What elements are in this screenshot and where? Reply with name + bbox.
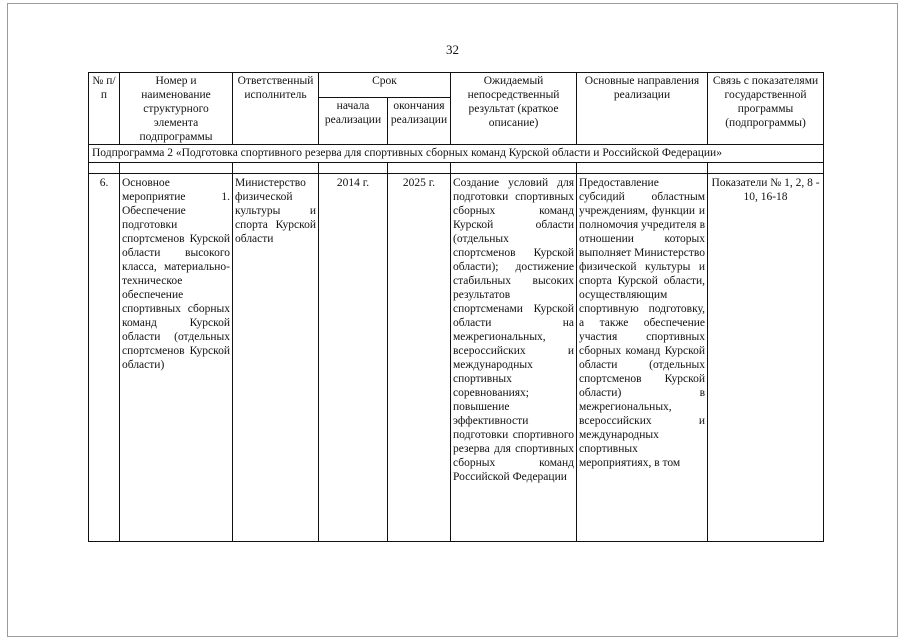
- header-expected: Ожидаемый непосредственный результат (краткое описание): [451, 73, 577, 145]
- header-num: № п/п: [89, 73, 120, 145]
- program-table: [88, 72, 824, 542]
- row-num: 6.: [89, 174, 120, 542]
- header-name: Номер и наименование структурного элемента подпрограммы: [120, 73, 233, 145]
- row-directions: Предоставление субсидий областным учреждениям, функции и полномочия учредителя в отношении которых выполняет Министерство физической культуры и спорта Курской области, осуществляющим спортивную подготовку, а также обеспечение участия спортивных сборных команд Курской области (отдельных спортсменов Курской области) в межрегиональных, всероссийских и международных спортивных мероприятиях, в том: [577, 174, 708, 542]
- subprogram-row: [89, 145, 824, 163]
- row-start: 2014 г.: [319, 174, 388, 542]
- header-directions: Основные направления реализации: [577, 73, 708, 145]
- spacer-row: [89, 163, 824, 174]
- table-header-row: [89, 73, 824, 98]
- header-link: Связь с показателями государственной программы (подпрограммы): [708, 73, 824, 145]
- row-end: 2025 г.: [388, 174, 451, 542]
- row-name: Основное мероприятие 1. Обеспечение подготовки спортсменов Курской области высокого класса, материально-техническое обеспечение спортивных сборных команд Курской области (отдельных спортсменов Курской области): [120, 174, 233, 542]
- row-link: Показатели № 1, 2, 8 - 10, 16-18: [708, 174, 824, 542]
- subprogram-title: Подпрограмма 2 «Подготовка спортивного резерва для спортивных сборных команд Курской области и Российской Федерации»: [89, 145, 824, 163]
- table-row: [89, 174, 824, 542]
- row-responsible: Министерство физической культуры и спорта Курской области: [233, 174, 319, 542]
- row-expected: Создание условий для подготовки спортивных сборных команд Курской области (отдельных спортсменов Курской области); достижение стабильных высоких результатов спортсменами Курской области на межрегиональных, всероссийских и международных спортивных соревнованиях; повышение эффективности подготовки спортивного резерва для спортивных сборных команд Российской Федерации: [451, 174, 577, 542]
- page-number: 32: [446, 42, 459, 57]
- header-term: Срок: [319, 73, 451, 98]
- header-responsible: Ответственный исполнитель: [233, 73, 319, 145]
- header-term-end: окончания реализации: [388, 98, 451, 145]
- header-term-start: начала реализации: [319, 98, 388, 145]
